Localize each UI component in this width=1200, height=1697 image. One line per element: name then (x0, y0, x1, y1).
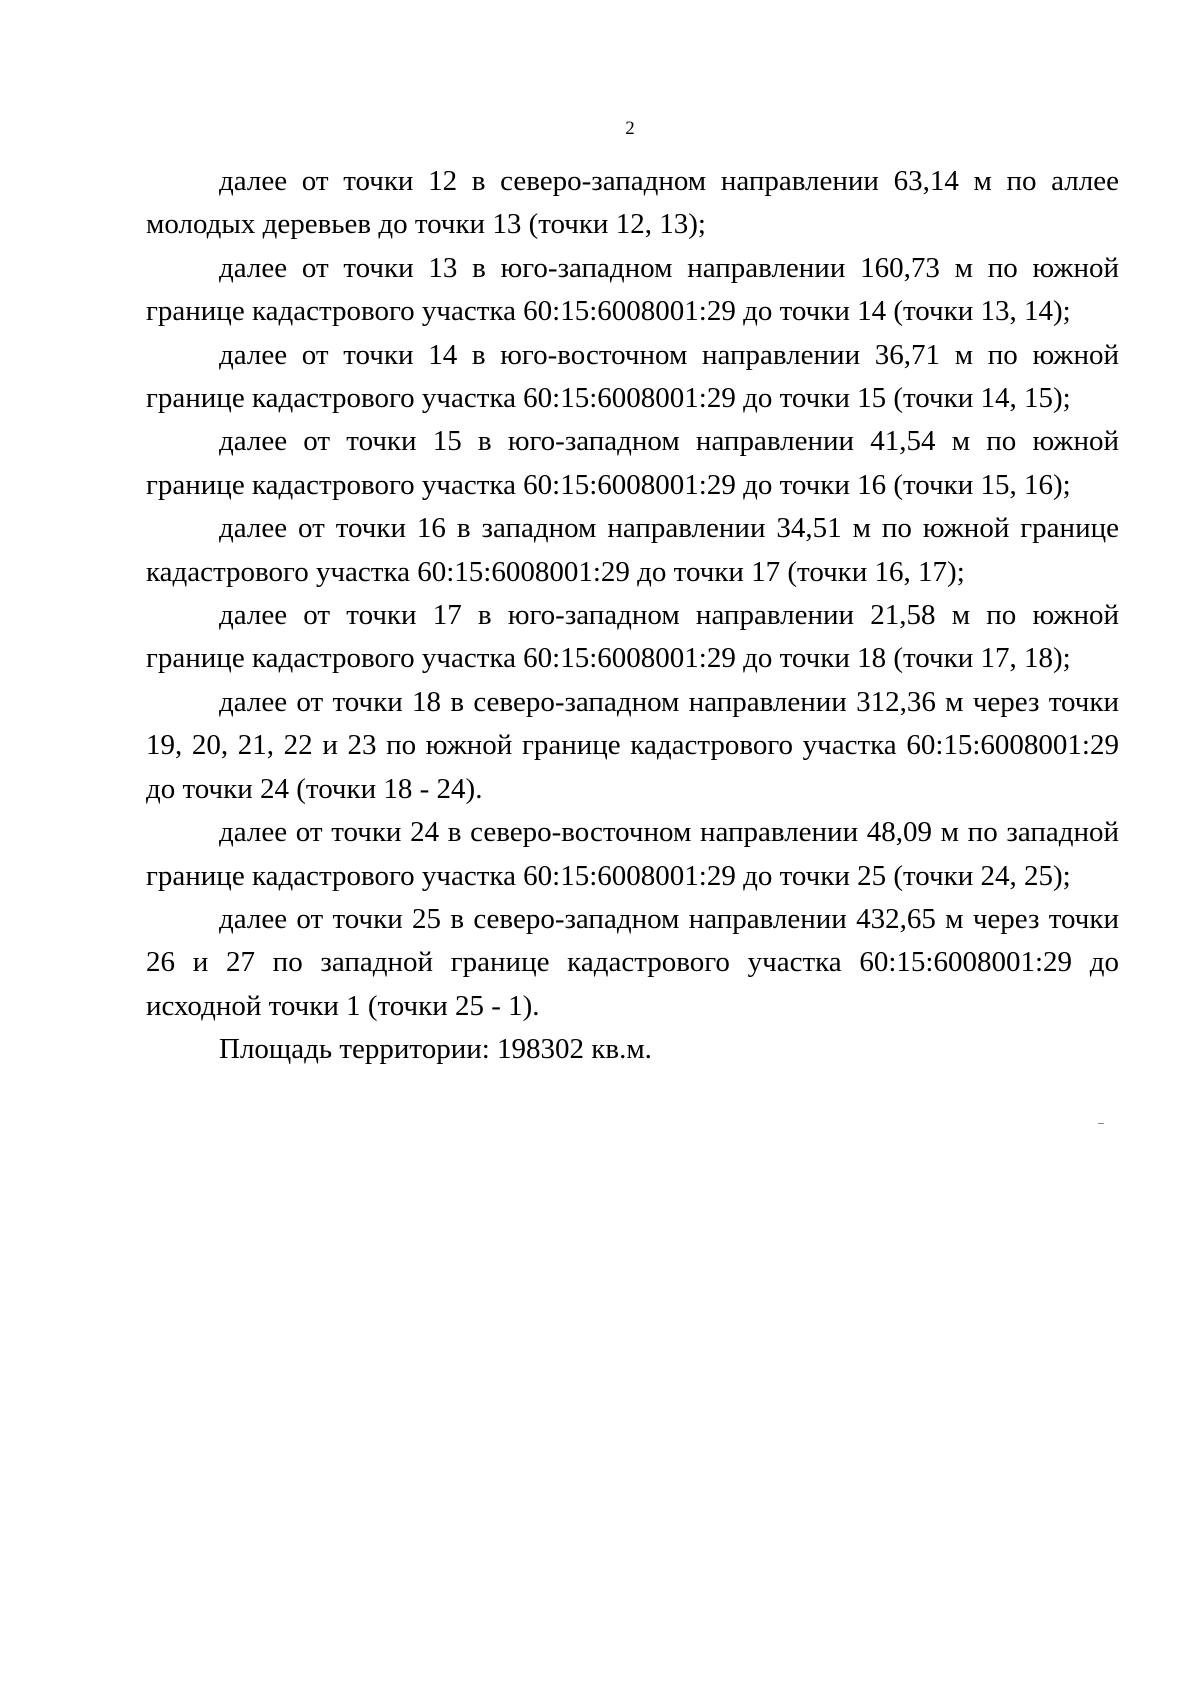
paragraph-point-13: далее от точки 13 в юго-западном направлении 160,73 м по южной границе кадастрового участка 60:15:6008001:29 до точки 14 (точки 13, 14); (146, 251, 1119, 328)
area-statement: Площадь территории: 198302 кв.м. (219, 1033, 652, 1066)
scan-speck (1098, 1123, 1104, 1124)
paragraph-point-16: далее от точки 16 в западном направлении 34,51 м по южной границе кадастрового участка 60:15:6008001:29 до точки 17 (точки 16, 17); (146, 512, 1119, 588)
paragraph-point-15: далее от точки 15 в юго-западном направлении 41,54 м по южной границе кадастрового участка 60:15:6008001:29 до точки 16 (точки 15, 16); (146, 425, 1119, 501)
document-body (146, 160, 1119, 1072)
paragraph-point-24: далее от точки 24 в северо-восточном направлении 48,09 м по западной границе кадастрового участка 60:15:6008001:29 до точки 25 (точки 24, 25); (146, 816, 1119, 892)
paragraph-point-18: далее от точки 18 в северо-западном направлении 312,36 м через точки 19, 20, 21, 22 и 23 по южной границе кадастрового участка 60:15:6008001:29 до точки 24 (точки 18 - 24). (146, 685, 1119, 805)
paragraph-point-17: далее от точки 17 в юго-западном направлении 21,58 м по южной границе кадастрового участка 60:15:6008001:29 до точки 18 (точки 17, 18); (146, 599, 1119, 675)
paragraph-point-25: далее от точки 25 в северо-западном направлении 432,65 м через точки 26 и 27 по западной границе кадастрового участка 60:15:6008001:29 до исходной точки 1 (точки 25 - 1). (146, 902, 1119, 1022)
page-number: 2 (625, 118, 635, 139)
paragraph-point-14: далее от точки 14 в юго-восточном направлении 36,71 м по южной границе кадастрового участка 60:15:6008001:29 до точки 15 (точки 14, 15); (146, 338, 1119, 415)
paragraph-point-12: далее от точки 12 в северо-западном направлении 63,14 м по аллее молодых деревьев до точки 13 (точки 12, 13); (146, 165, 1119, 241)
